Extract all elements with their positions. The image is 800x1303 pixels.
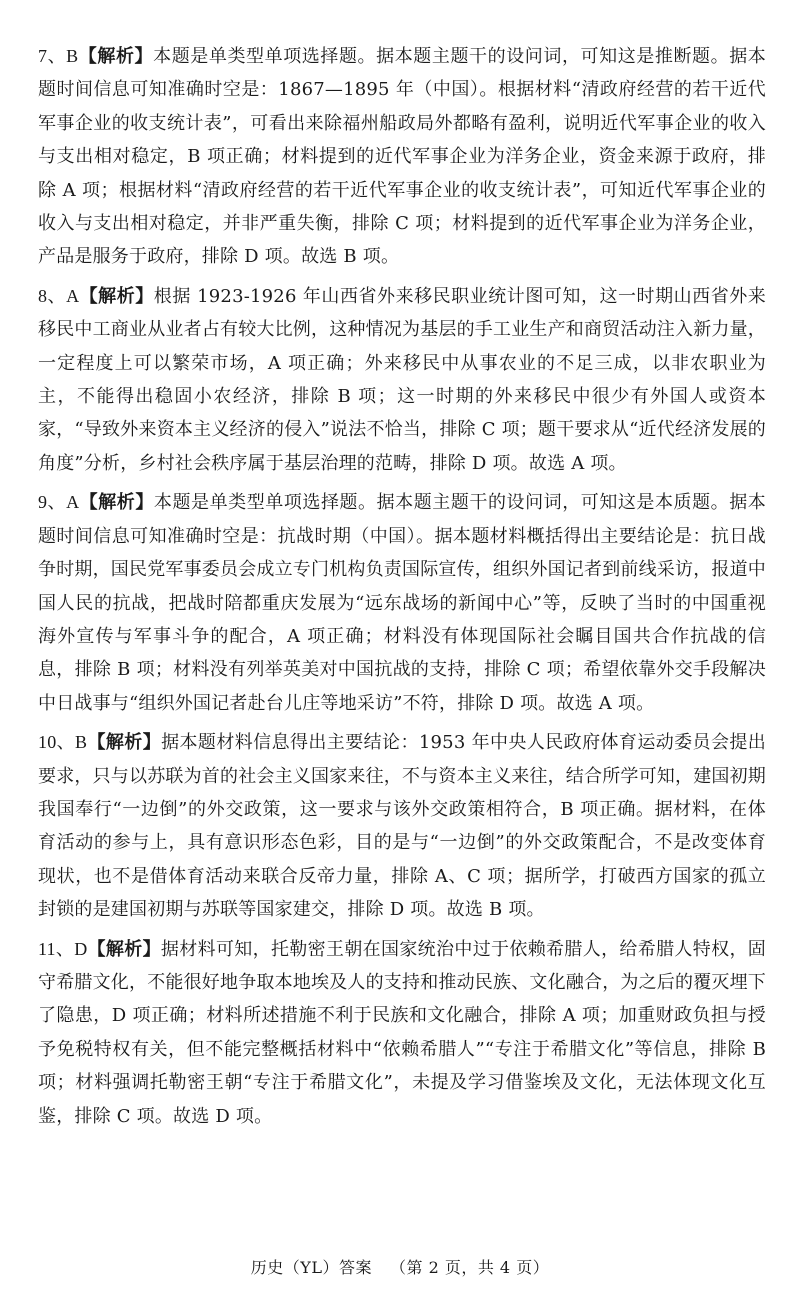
answer-item-9 [38,486,766,720]
analysis-tag: 【解析】 [78,46,154,67]
question-number: 11、 [38,938,75,959]
analysis-tag: 【解析】 [79,492,154,514]
answer-item-7 [38,40,766,274]
question-number: 8、 [38,285,67,306]
footer-page-info: （第 2 页，共 4 页） [389,1258,550,1277]
analysis-text: 本题是单类型单项选择题。据本题主题干的设问词，可知这是推断题。据本题时间信息可知准确时空是：1867—1895 年（中国）。根据材料“清政府经营的若干近代军事企业的收支统计表”，可看出来除福州船政局外都略有盈利，说明近代军事企业的收入与支出相对稳定，B 项正确；材料提到的近代军事企业为洋务企业，资金来源于政府，排除 A 项；根据材料“清政府经营的若干近代军事企业的收支统计表”，可知近代军事企业的收入与支出相对稳定，并非严重失衡，排除 C 项；材料提到的近代军事企业为洋务企业，产品是服务于政府，排除 D 项。故选 B 项。 [38,46,766,268]
answer-item-10 [38,726,766,926]
analysis-text: 据材料可知，托勒密王朝在国家统治中过于依赖希腊人，给希腊人特权，固守希腊文化，不能很好地争取本地埃及人的支持和推动民族、文化融合，为之后的覆灭埋下了隐患，D 项正确；材料所述措施不利于民族和文化融合，排除 A 项；加重财政负担与授予免税特权有关，但不能完整概括材料中“依赖希腊人”“专注于希腊文化”等信息，排除 B 项；材料强调托勒密王朝“专注于希腊文化”，未提及学习借鉴埃及文化，无法体现文化互鉴，排除 C 项。故选 D 项。 [38,938,766,1127]
answer-list [38,40,766,1133]
page-footer [0,1255,800,1278]
footer-subject: 历史（YL）答案 [250,1258,372,1277]
analysis-tag: 【解析】 [87,938,161,960]
question-number: 10、 [38,732,76,753]
answer-letter: A [66,285,80,306]
analysis-text: 本题是单类型单项选择题。据本题主题干的设问词，可知这是本质题。据本题时间信息可知准确时空是：抗战时期（中国）。据本题材料概括得出主要结论是：抗日战争时期，国民党军事委员会成立专门机构负责国际宣传，组织外国记者到前线采访，报道中国人民的抗战，把战时陪都重庆发展为“远东战场的新闻中心”等，反映了当时的中国重视海外宣传与军事斗争的配合，A 项正确；材料没有体现国际社会瞩目国共合作抗战的信息，排除 B 项；材料没有列举英美对中国抗战的支持，排除 C 项；希望依靠外交手段解决中日战事与“组织外国记者赴台儿庄等地采访”不符，排除 D 项。故选 A 项。 [38,492,766,714]
question-number: 7、 [38,46,67,66]
answer-letter: B [75,732,88,753]
answer-item-8 [38,280,766,480]
answer-letter: D [74,938,88,959]
answer-letter: B [66,46,79,66]
analysis-text: 据本题材料信息得出主要结论：1953 年中央人民政府体育运动委员会提出要求，只与以苏联为首的社会主义国家来往，不与资本主义来往，结合所学可知，建国初期我国奉行“一边倒”的外交政策，这一要求与该外交政策相符合，B 项正确。据材料，在体育活动的参与上，具有意识形态色彩，目的是与“一边倒”的外交政策配合，不是改变体育现状，也不是借体育活动来联合反帝力量，排除 A、C 项；据所学，打破西方国家的孤立封锁的是建国初期与苏联等国家建交，排除 D 项。故选 B 项。 [38,732,766,921]
analysis-tag: 【解析】 [87,732,162,754]
answer-item-11 [38,933,766,1133]
question-number: 9、 [38,492,67,513]
analysis-text: 根据 1923-1926 年山西省外来移民职业统计图可知，这一时期山西省外来移民中工商业从业者占有较大比例，这种情况为基层的手工业生产和商贸活动注入新力量，一定程度上可以繁荣市场，A 项正确；外来移民中从事农业的不足三成，以非农职业为主，不能得出稳固小农经济，排除 B 项；这一时期的外来移民中很少有外国人或资本家，“导致外来资本主义经济的侵入”说法不恰当，排除 C 项；题干要求从“近代经济发展的角度”分析，乡村社会秩序属于基层治理的范畴，排除 D 项。故选 A 项。 [38,285,766,474]
analysis-tag: 【解析】 [79,285,154,307]
answer-letter: A [66,492,80,513]
